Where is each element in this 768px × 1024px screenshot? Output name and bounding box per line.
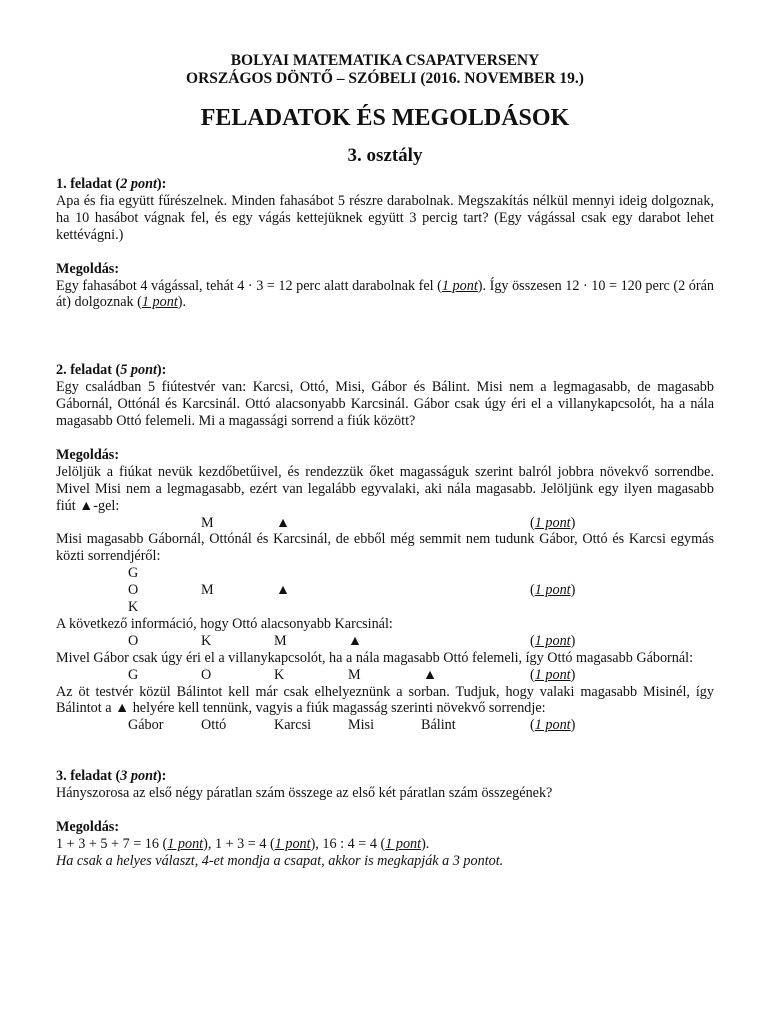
task-2-heading: 2. feladat (5 pont): [56, 362, 167, 379]
task-2-solution-label: Megoldás: [56, 446, 120, 463]
task-2-paragraph: A következő információ, hogy Ottó alacsonyabb Karcsinál: [56, 615, 393, 632]
task-3-note: Ha csak a helyes választ, 4-et mondja a csapat, akkor is megkapják a 3 pontot. [56, 852, 504, 869]
task-2-paragraph: Jelöljük a fiúkat nevük kezdőbetűivel, és rendezzük őket magasságuk szerint balról jobbra növekvő sorrendbe. Mivel Misi nem a legmagasabb, ezért van legalább egyvalaki, aki nála magasabb. Jelöljünk egy ilyen magasabb fiút ▲-gel: [56, 463, 714, 514]
document-page [56, 52, 714, 870]
task-2-paragraph: Misi magasabb Gábornál, Ottónál és Karcsinál, de ebből még semmit nem tudunk Gábor, Ottó és Karcsi egymás közti sorrendjéről: [56, 531, 714, 565]
task-2-text: Egy családban 5 fiútestvér van: Karcsi, Ottó, Misi, Gábor és Bálint. Misi nem a legmagasabb, de magasabb Gábornál, Ottónál és Karcsinál. Ottó alacsonyabb Karcsinál. Gábor csak úgy éri el a villanykapcsolót, ha a nála magasabb Ottó felemeli. Mi a magassági sorrend a fiúk között? [56, 379, 714, 430]
task-2-paragraph: Mivel Gábor csak úgy éri el a villanykapcsolót, ha a nála magasabb Ottó felemeli, így Ottó magasabb Gábornál: [56, 649, 694, 666]
order-row: M ▲ (1 pont) [201, 514, 576, 531]
round-name: ORSZÁGOS DÖNTŐ – SZÓBELI (2016. NOVEMBER 19.) [186, 70, 584, 87]
task-1-heading: 1. feladat (2 pont): [56, 176, 167, 192]
competition-name: BOLYAI MATEMATIKA CSAPATVERSENY [230, 52, 540, 69]
page-title: FELADATOK ÉS MEGOLDÁSOK [200, 105, 570, 131]
task-1-solution: Egy fahasábot 4 vágással, tehát 4 · 3 = 12 perc alatt darabolnak fel (1 pont). Így összesen 12 · 10 = 120 perc (2 órán át) dolgoznak (1 pont). [56, 277, 714, 311]
order-row: G O K M ▲ (1 pont) [128, 666, 576, 683]
order-row: K [128, 599, 139, 616]
order-row: G [128, 565, 139, 582]
task-3-text: Hányszorosa az első négy páratlan szám összege az első két páratlan szám összegének? [56, 785, 553, 802]
order-row: O K M ▲ (1 pont) [128, 632, 576, 649]
task-3-solution-label: Megoldás: [56, 819, 120, 836]
task-1-solution-label: Megoldás: [56, 260, 120, 277]
grade-title: 3. osztály [347, 145, 423, 166]
task-3-heading: 3. feladat (3 pont): [56, 768, 167, 785]
final-order-row: Gábor Ottó Karcsi Misi Bálint (1 pont) [128, 717, 576, 734]
task-1-text: Apa és fia együtt fűrészelnek. Minden fahasábot 5 részre darabolnak. Megszakítás nélkül mennyi ideig dolgoznak, ha 10 hasábot vágnak fel, és egy vágás kettejüknek együtt 3 percig tart? (Egy vágással csak egy darabot lehet kettévágni.) [56, 192, 714, 243]
task-3-solution: 1 + 3 + 5 + 7 = 16 (1 pont), 1 + 3 = 4 (1 pont), 16 : 4 = 4 (1 pont). [56, 835, 430, 852]
order-row: O M ▲ (1 pont) [128, 582, 576, 599]
task-2-paragraph: Az öt testvér közül Bálintot kell már csak elhelyeznünk a sorban. Tudjuk, hogy valaki magasabb Misinél, így Bálintot a ▲ helyére kell tennünk, vagyis a fiúk magasság szerinti növekvő sorrendje: [56, 683, 714, 717]
